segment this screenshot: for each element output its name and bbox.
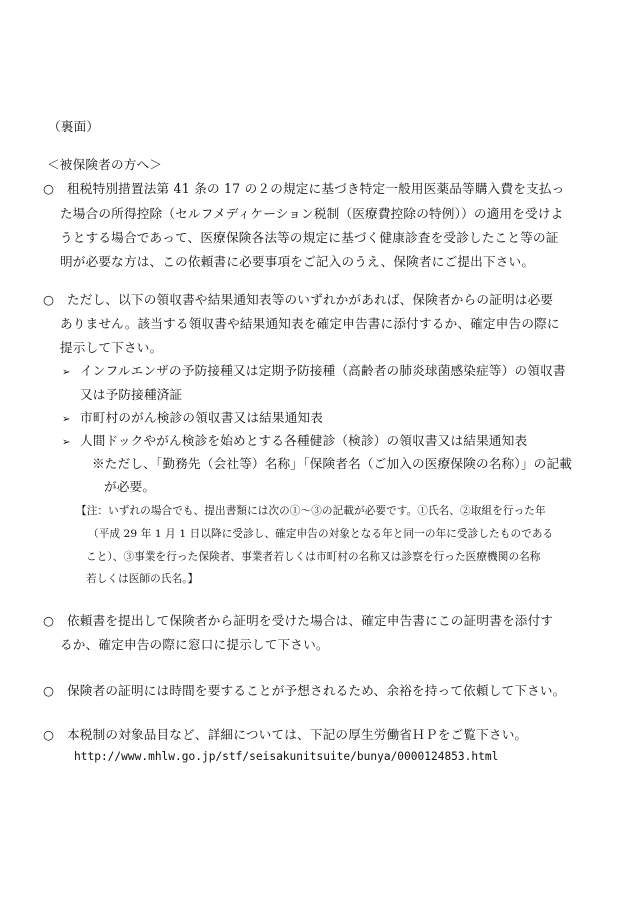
remark-line-2: が必要。 [104, 479, 156, 494]
list-item-cancer-screening: ➢ 市町村のがん検診の領収書又は結果通知表 [62, 410, 323, 428]
section1-line-4: 明が必要な方は、この依頼書に必要事項をご記入のうえ、保険者にご提出下さい。 [60, 254, 535, 269]
section1-line-2: た場合の所得控除（セルフメディケーション税制（医療費控除の特例））の適用を受けよ [60, 206, 564, 221]
section4-line-1: ○ 保険者の証明には時間を要することが予想されるため、余裕を持って依頼して下さい。 [43, 683, 566, 698]
section2-line-2: ありません。該当する領収書や結果通知表を確定申告書に添付するか、確定申告の際に [60, 316, 560, 331]
bullet-circle-icon: ○ [43, 181, 55, 196]
note-line-3: こと）、③事業を行った保険者、事業者若しくは市町村の名称又は診察を行った医療機関の名称 [86, 551, 541, 563]
arrow-bullet-icon: ➢ [62, 414, 71, 425]
list-item-vaccination: ➢ インフルエンザの予防接種又は定期予防接種（高齢者の肺炎球菌感染症等）の領収書 [62, 363, 566, 381]
arrow-bullet-icon: ➢ [62, 367, 71, 378]
bullet-circle-icon: ○ [43, 683, 55, 698]
bullet-circle-icon: ○ [43, 613, 55, 628]
section2-line-3: 提示して下さい。 [60, 340, 163, 355]
recipient-heading: ＜被保険者の方へ＞ [47, 157, 163, 172]
mhlw-url-link[interactable]: http://www.mhlw.go.jp/stf/seisakunitsuite/bunya/0000124853.html [74, 750, 499, 763]
section2-line-1: ○ ただし、以下の領収書や結果通知表等のいずれかがあれば、保険者からの証明は必要 [43, 292, 554, 307]
section3-line-1: ○ 依頼書を提出して保険者から証明を受けた場合は、確定申告書にこの証明書を添付す [43, 613, 554, 628]
list-item-vaccination-cont: 又は予防接種済証 [80, 387, 183, 402]
reverse-side-label: （裏面） [48, 119, 100, 134]
section5-line-1: ○ 本税制の対象品目など、詳細については、下記の厚生労働省ＨＰをご覧下さい。 [43, 727, 528, 742]
list-item-health-checkup: ➢ 人間ドックやがん検診を始めとする各種健診（検診）の領収書又は結果通知表 [62, 433, 527, 451]
note-line-1: 【注：いずれの場合でも、提出書類には次の①～③の記載が必要です。①氏名、②取組を行った年 [76, 505, 546, 517]
note-line-4: 若しくは医師の氏名。】 [86, 573, 199, 585]
bullet-circle-icon: ○ [43, 292, 55, 307]
section1-line-3: うとする場合であって、医療保険各法等の規定に基づく健康診査を受診したこと等の証 [60, 230, 559, 245]
bullet-circle-icon: ○ [43, 727, 55, 742]
section1-line-1: ○ 租税特別措置法第 41 条の 17 の２の規定に基づき特定一般用医薬品等購入費を支払っ [43, 181, 565, 196]
note-line-2: （平成 29 年 1 月 1 日以降に受診し、確定申告の対象となる年と同一の年に受診したものである [88, 528, 554, 540]
remark-line-1: ※ただし、「勤務先（会社等）名称」「保険者名（ご加入の医療保険の名称）」の記載 [92, 456, 573, 471]
section3-line-2: るか、確定申告の際に窓口に提示して下さい。 [60, 637, 329, 652]
arrow-bullet-icon: ➢ [62, 437, 71, 448]
